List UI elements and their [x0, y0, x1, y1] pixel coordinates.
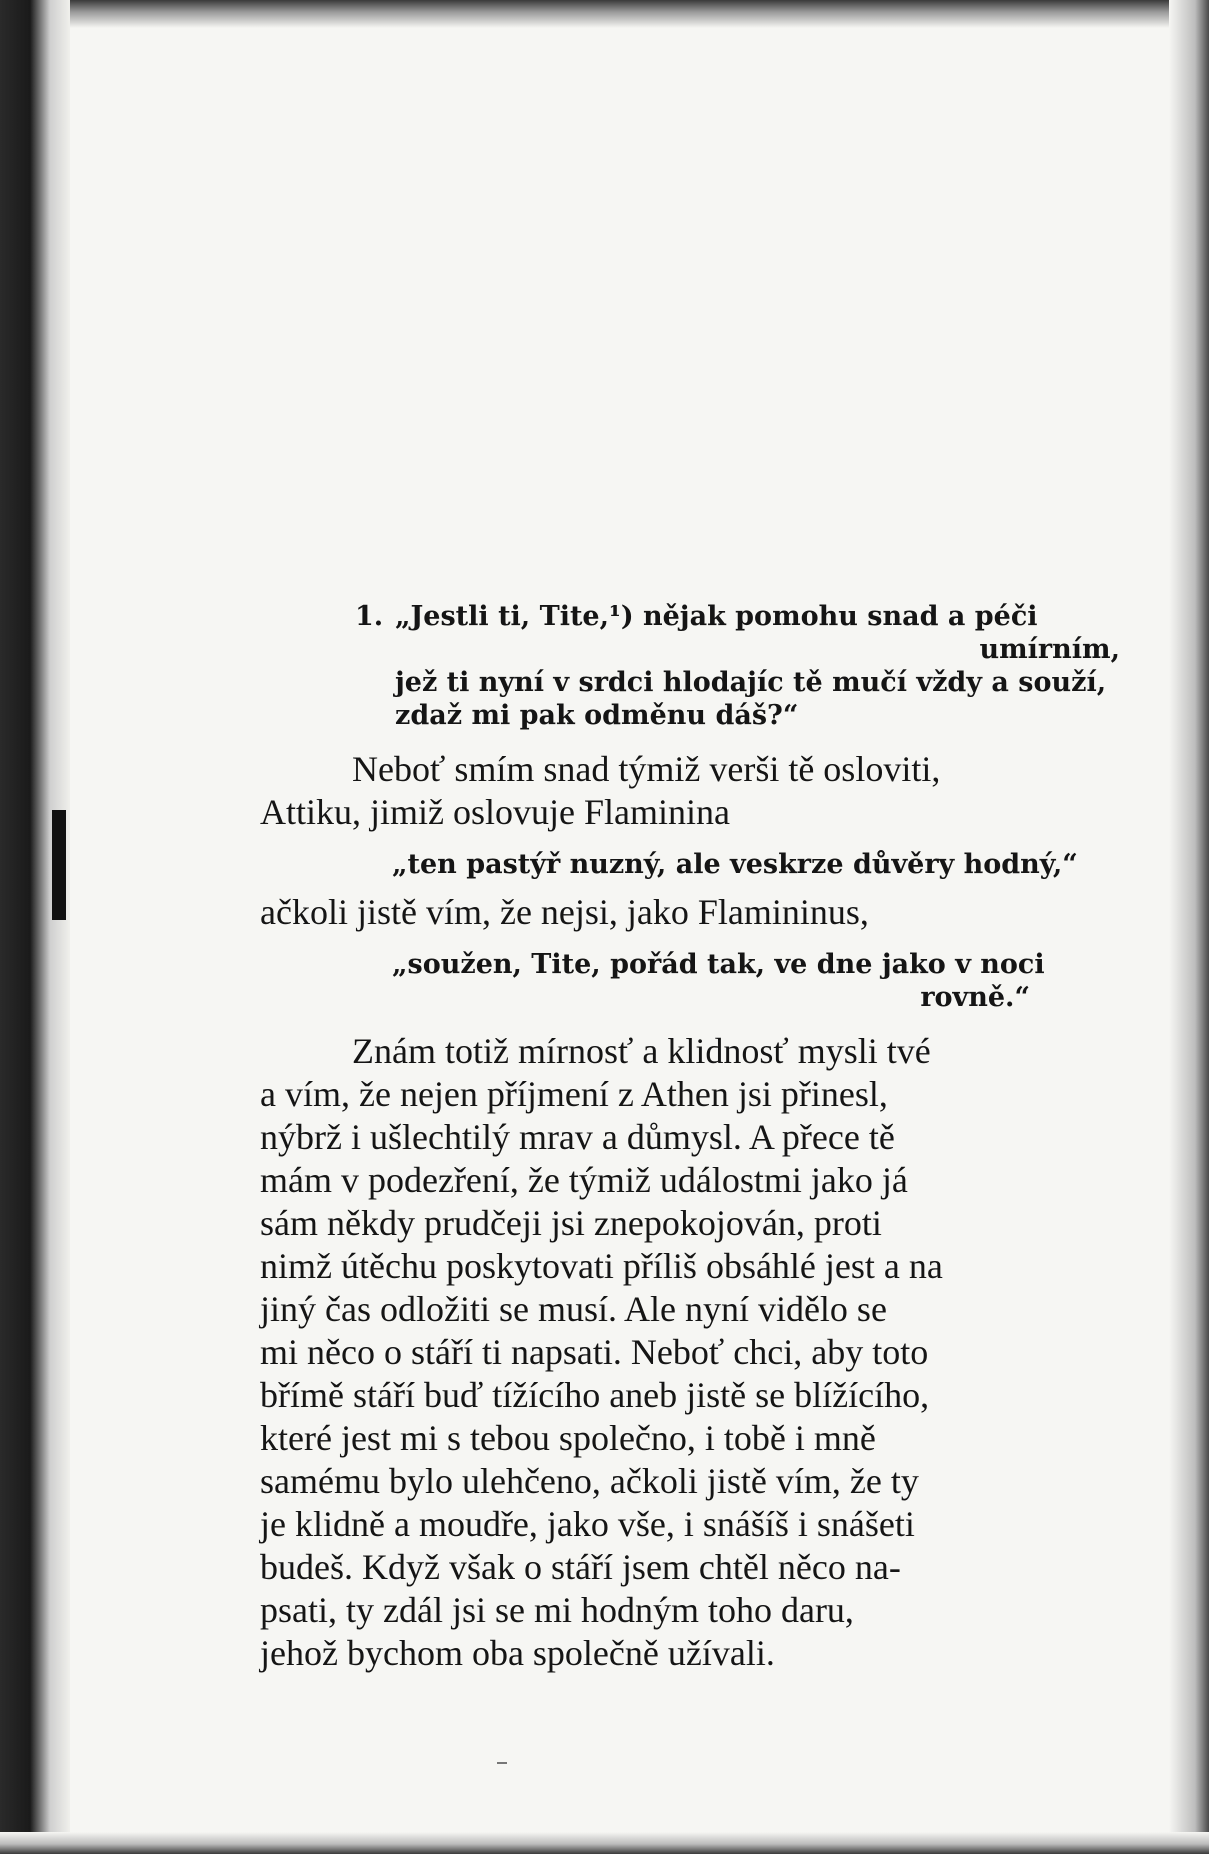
verse-line: zdaž mi pak odměnu dáš?“: [395, 700, 799, 731]
verse-quotation: [260, 600, 1140, 732]
verse-line: „Jestli ti, Tite,¹) nějak pomohu snad a péči: [395, 601, 1038, 632]
text-line: psati, ty zdál jsi se mi hodným toho daru,: [260, 1590, 854, 1630]
text-line: mi něco o stáří ti napsati. Neboť chci, aby toto: [260, 1332, 929, 1372]
text-line: břímě stáří buď tížícího aneb jistě se blížícího,: [260, 1375, 930, 1415]
scan-edge-right: [1169, 0, 1209, 1854]
text-line: jehož bychom oba společně užívali.: [260, 1633, 775, 1673]
text-line: Attiku, jimiž oslovuje Flaminina: [260, 792, 730, 832]
text-line: které jest mi s tebou společno, i tobě i mně: [260, 1418, 876, 1458]
inline-verse-quote-1: „ten pastýř nuzný, ale veskrze důvěry hodný,“: [392, 849, 1078, 880]
text-line: je klidně a moudře, jako vše, i snášíš i snášeti: [260, 1504, 915, 1544]
text-line: mám v podezření, že týmiž událostmi jako já: [260, 1160, 908, 1200]
text-line: budeš. Když však o stáří jsem chtěl něco na-: [260, 1547, 901, 1587]
scan-edge-bottom: [0, 1832, 1209, 1854]
paragraph-3: [260, 1030, 1140, 1675]
verse-line: „soužen, Tite, pořád tak, ve dne jako v noci: [392, 949, 1045, 980]
text-line: nýbrž i ušlechtilý mrav a důmysl. A přece tě: [260, 1117, 895, 1157]
inline-verse-quote-2: [260, 948, 1140, 1014]
text-line: nimž útěchu poskytovati příliš obsáhlé jest a na: [260, 1246, 943, 1286]
text-line: Neboť smím snad týmiž verši tě osloviti,: [352, 749, 941, 789]
verse-number: 1.: [355, 601, 384, 632]
page-text: [260, 600, 1140, 1675]
text-line: a vím, že nejen příjmení z Athen jsi přinesl,: [260, 1074, 888, 1114]
verse-line: jež ti nyní v srdci hlodajíc tě mučí vždy a souží,: [395, 667, 1107, 698]
paragraph-2: [260, 891, 1140, 934]
text-line: ačkoli jistě vím, že nejsi, jako Flamininus,: [260, 892, 869, 932]
scan-edge-left: [0, 0, 70, 1854]
text-line: samému bylo ulehčeno, ačkoli jistě vím, že ty: [260, 1461, 919, 1501]
paragraph-1: [260, 748, 1140, 834]
page-mark-dash: [497, 1762, 507, 1764]
text-line: Znám totiž mírnosť a klidnosť mysli tvé: [352, 1031, 931, 1071]
verse-line: umírním,: [979, 634, 1120, 665]
text-line: sám někdy prudčeji jsi znepokojován, proti: [260, 1203, 882, 1243]
binding-shadow-mark: [52, 810, 66, 920]
text-line: jiný čas odložiti se musí. Ale nyní vidělo se: [260, 1289, 887, 1329]
verse-line: rovně.“: [920, 982, 1030, 1013]
scan-edge-top: [0, 0, 1209, 28]
